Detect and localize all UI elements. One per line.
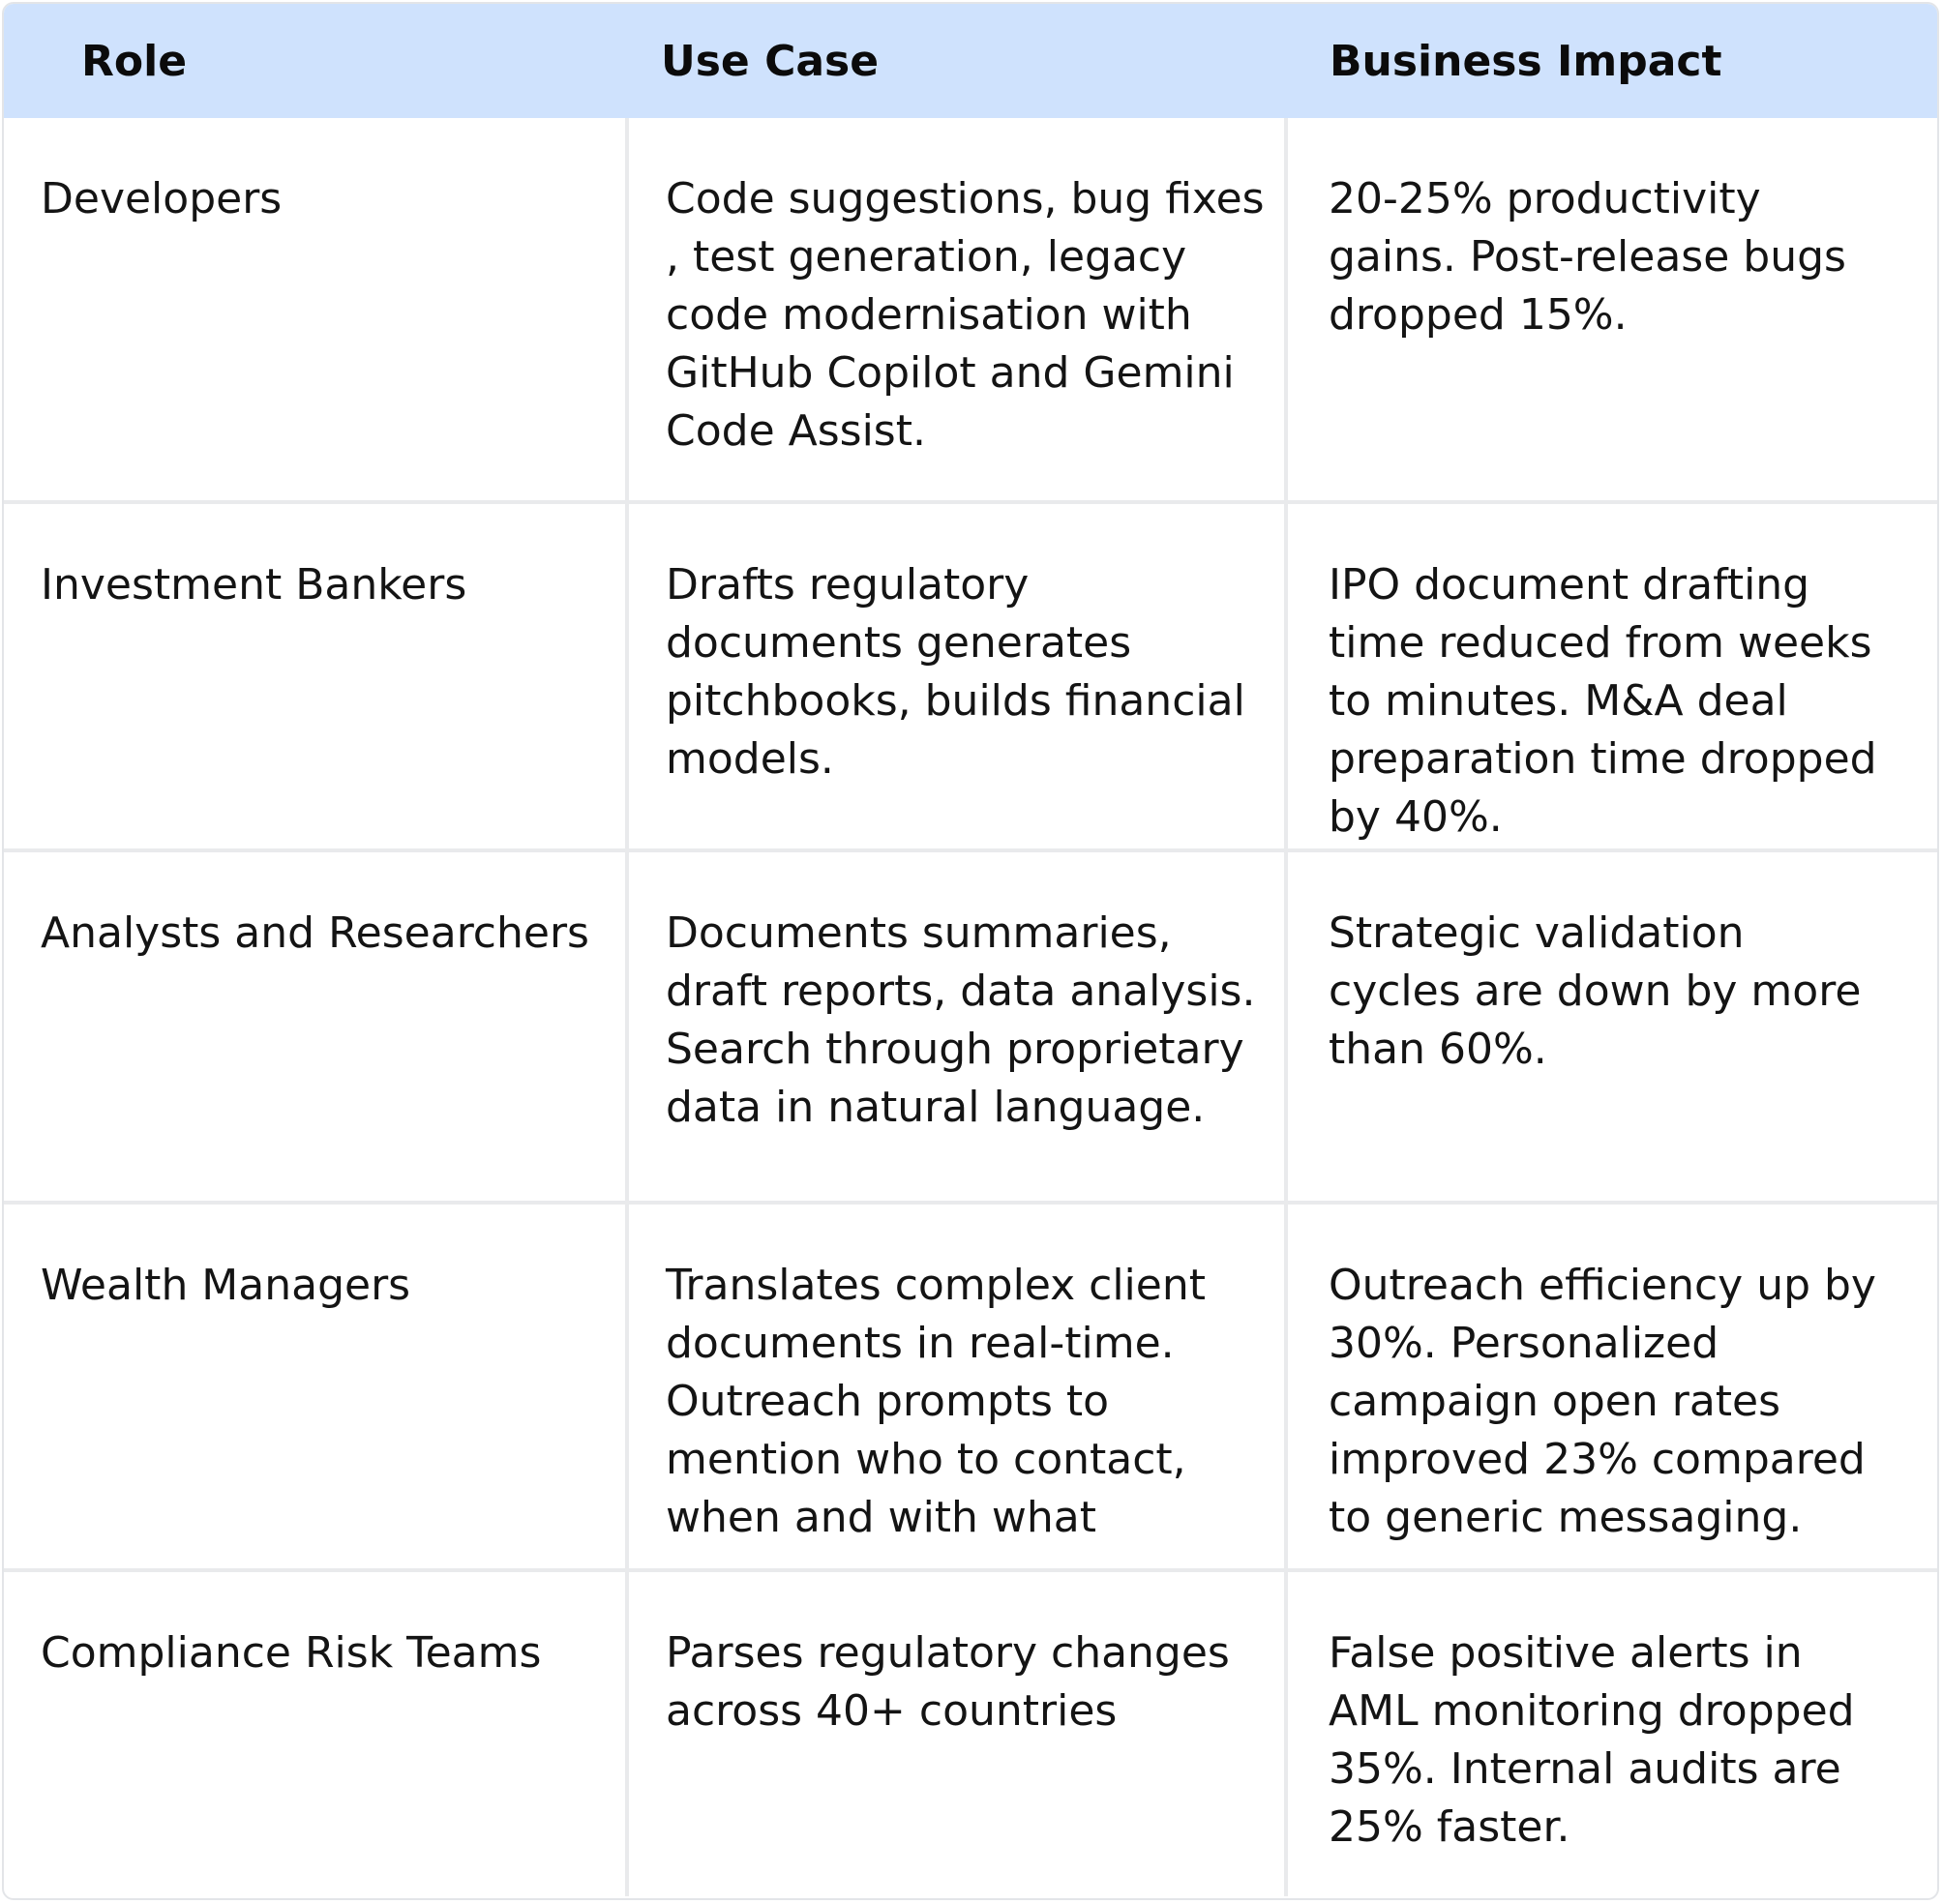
table-header-row: [4, 4, 1937, 118]
cell-role: Wealth Managers: [4, 1203, 627, 1570]
cell-business-impact: IPO document drafting time reduced from weeks to minutes. M&A deal preparation time dropped by 40%.: [1286, 502, 1937, 850]
table-row: [4, 118, 1937, 502]
cell-role: Developers: [4, 118, 627, 502]
table-row: [4, 1203, 1937, 1570]
table-row: [4, 850, 1937, 1203]
cell-business-impact: Outreach efficiency up by 30%. Personalized campaign open rates improved 23% compared to generic messaging.: [1286, 1203, 1937, 1570]
column-header-business-impact: Business Impact: [1330, 36, 1722, 86]
cell-use-case: Translates complex client documents in real-time. Outreach prompts to mention who to contact, when and with what: [627, 1203, 1286, 1570]
cell-use-case: Drafts regulatory documents generates pitchbooks, builds financial models.: [627, 502, 1286, 850]
cell-business-impact: 20-25% productivity gains. Post-release bugs dropped 15%.: [1286, 118, 1937, 502]
column-header-role: Role: [81, 36, 188, 86]
cell-use-case: Documents summaries, draft reports, data analysis. Search through proprietary data in natural language.: [627, 850, 1286, 1203]
cell-business-impact: Strategic validation cycles are down by more than 60%.: [1286, 850, 1937, 1203]
cell-business-impact: False positive alerts in AML monitoring dropped 35%. Internal audits are 25% faster.: [1286, 1570, 1937, 1896]
cell-use-case: Parses regulatory changes across 40+ countries: [627, 1570, 1286, 1896]
cell-role: Investment Bankers: [4, 502, 627, 850]
table-row: [4, 502, 1937, 850]
cell-role: Analysts and Researchers: [4, 850, 627, 1203]
table-row: [4, 1570, 1937, 1896]
column-header-use-case: Use Case: [661, 36, 880, 86]
cell-use-case: Code suggestions, bug fixes , test generation, legacy code modernisation with GitHub Copilot and Gemini Code Assist.: [627, 118, 1286, 502]
data-table: [4, 4, 1937, 1896]
cell-role: Compliance Risk Teams: [41, 1628, 542, 1678]
role-use-case-table: [2, 2, 1939, 1900]
